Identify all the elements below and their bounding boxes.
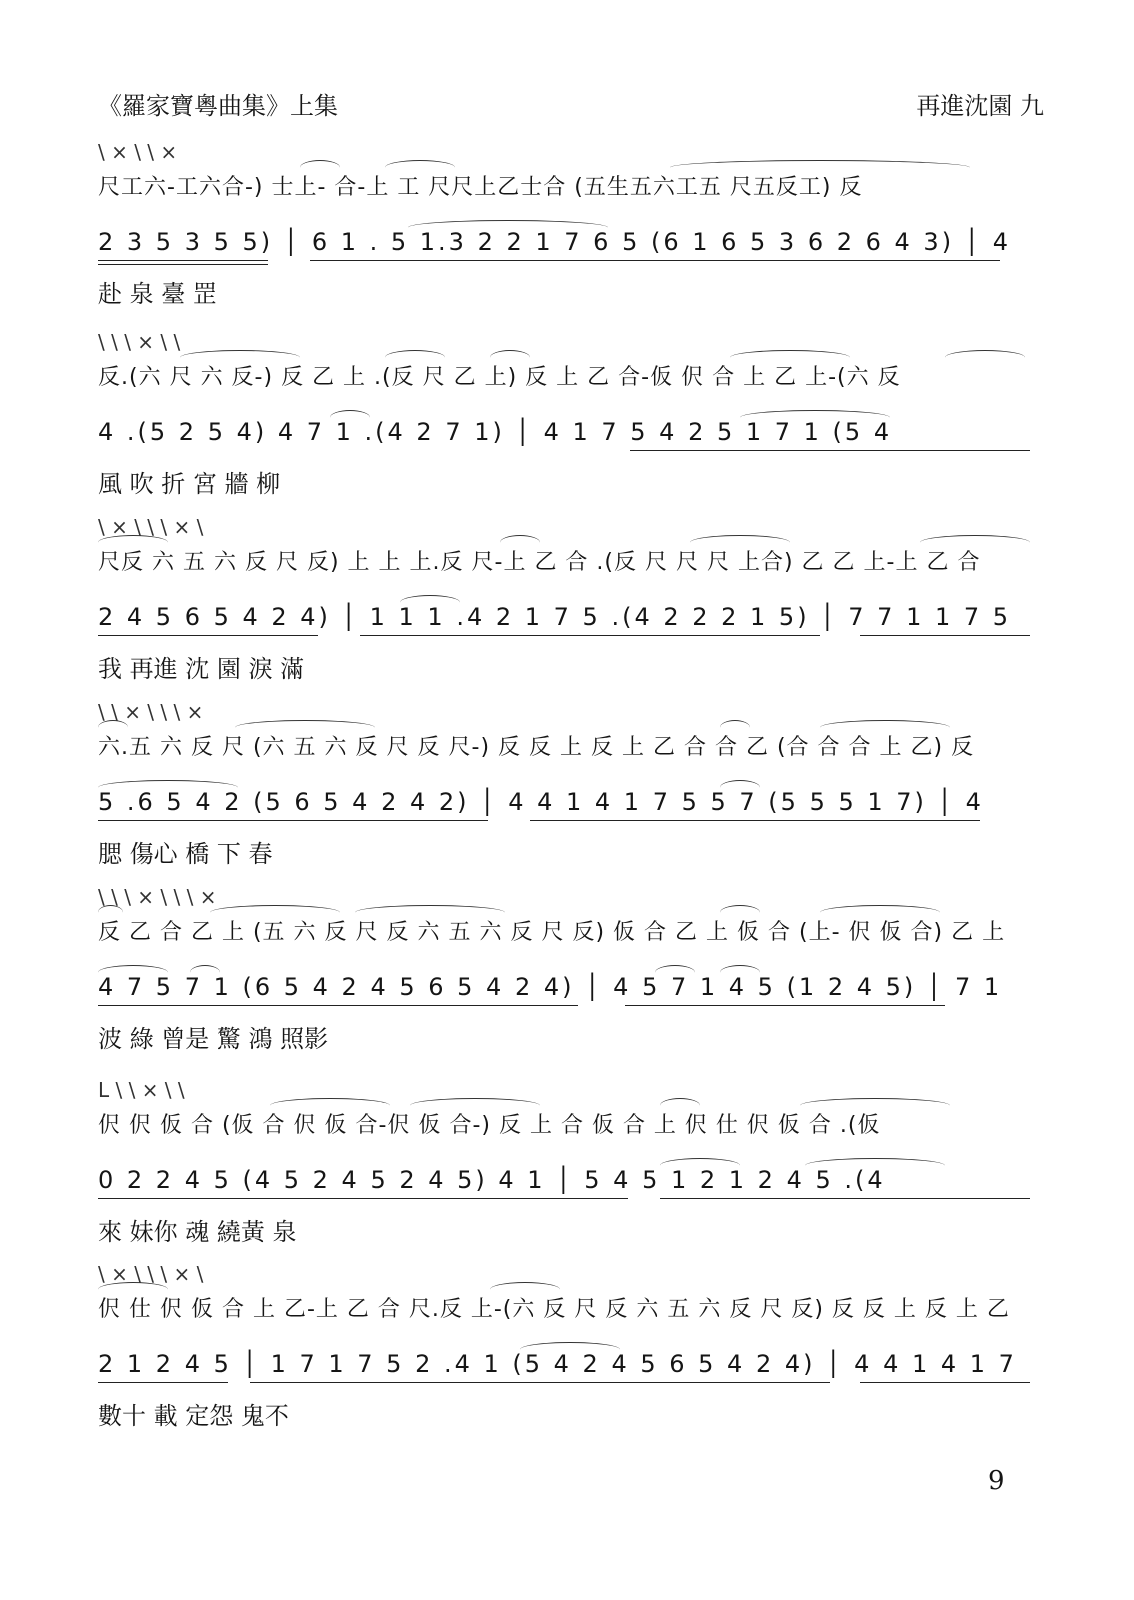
page-number: 9	[988, 1466, 1005, 1496]
slur-arc	[660, 1098, 700, 1113]
slur-arc	[820, 720, 950, 735]
lyrics: 風 吹 折 宮 牆 柳	[98, 470, 281, 498]
slur-arc	[490, 350, 530, 365]
slur-arc	[355, 905, 505, 920]
slur-arc	[98, 780, 238, 795]
lyrics: 波 綠 曾是 驚 鴻 照影	[98, 1025, 329, 1053]
duration-underline	[630, 450, 1030, 451]
slur-arc	[945, 350, 1025, 365]
slur-arc	[800, 1098, 950, 1113]
beat-marks: \ \ \ × \ \ \ ×	[98, 885, 217, 909]
slur-arc	[235, 720, 375, 735]
slur-arc	[98, 720, 128, 735]
slur-arc	[410, 1098, 540, 1113]
jianpu-notation: 2 1 2 4 5 │ 1 7 1 7 5 2 .4 1 (5 4 2 4 5 6 5 4 2 4) │ 4 4 1 4 1 7	[98, 1350, 1017, 1378]
gongche-notation: 尺工六-工六合-) 士上- 合-上 工 尺尺上乙士合 (五生五六工五 尺五反工) 反	[98, 175, 863, 200]
slur-arc	[385, 350, 445, 365]
slur-arc	[210, 905, 340, 920]
duration-underline	[860, 1382, 1030, 1383]
slur-arc	[720, 905, 760, 920]
slur-arc	[670, 160, 970, 175]
slur-arc	[690, 535, 790, 550]
duration-underline	[98, 820, 488, 821]
score-system-2	[0, 330, 1134, 510]
duration-underline	[98, 1382, 228, 1383]
slur-arc	[720, 965, 760, 980]
slur-arc	[730, 350, 850, 365]
duration-underline	[310, 260, 1000, 261]
slur-arc	[500, 535, 540, 550]
jianpu-notation: 5 .6 5 4 2 (5 6 5 4 2 4 2) │ 4 4 1 4 1 7 5 5 7 (5 5 5 1 7) │ 4	[98, 788, 984, 816]
slur-arc	[98, 965, 168, 980]
beat-marks: \ × \ \ \ × \	[98, 1262, 204, 1286]
slur-arc	[300, 160, 340, 175]
duration-underline	[360, 635, 820, 636]
duration-underline	[98, 635, 318, 636]
score-system-3	[0, 515, 1134, 695]
gongche-notation: 六.五 六 反 尺 (六 五 六 反 尺 反 尺-) 反 反 上 反 上 乙 合 合 乙 (合 合 合 上 乙) 反	[98, 735, 975, 760]
jianpu-notation: 2 3 5 3 5 5) │ 6 1 . 5 1.3 2 2 1 7 6 5 (6 1 6 5 3 6 2 6 4 3) │ 4	[98, 228, 1012, 256]
slur-arc	[385, 160, 455, 175]
slur-arc	[490, 1282, 560, 1297]
slur-arc	[740, 410, 890, 425]
lyrics: 我 再進 沈 園 淚 滿	[98, 655, 305, 683]
duration-underline	[98, 1005, 578, 1006]
gongche-notation: 伬 仕 伬 仮 合 上 乙-上 乙 合 尺.反 上-(六 反 尺 反 六 五 六 反 尺 反) 反 反 上 反 上 乙	[98, 1297, 1010, 1322]
slur-arc	[720, 780, 760, 795]
book-title: 《羅家寶粵曲集》上集	[98, 92, 338, 120]
lyrics: 腮 傷心 橋 下 春	[98, 840, 273, 868]
slur-arc	[820, 905, 940, 920]
jianpu-notation: 0 2 2 4 5 (4 5 2 4 5 2 4 5) 4 1 │ 5 4 5 1 2 1 2 4 5 .(4	[98, 1166, 886, 1194]
duration-underline	[98, 260, 268, 261]
slur-arc	[98, 1282, 168, 1297]
duration-underline	[98, 1198, 628, 1199]
score-system-1	[0, 140, 1134, 320]
beat-marks: \ \ \ × \ \	[98, 330, 181, 354]
slur-arc	[400, 595, 460, 610]
duration-underline	[625, 1005, 945, 1006]
score-system-5	[0, 885, 1134, 1065]
slur-arc	[98, 535, 168, 550]
jianpu-notation: 4 7 5 7 1 (6 5 4 2 4 5 6 5 4 2 4) │ 4 5 7 1 4 5 (1 2 4 5) │ 7 1	[98, 973, 1003, 1001]
slur-arc	[520, 1342, 620, 1357]
score-system-6	[0, 1078, 1134, 1258]
slur-arc	[720, 720, 750, 735]
slur-arc	[408, 220, 608, 235]
slur-arc	[270, 1098, 390, 1113]
slur-arc	[98, 905, 123, 920]
gongche-notation: 反 乙 合 乙 上 (五 六 反 尺 反 六 五 六 反 尺 反) 仮 合 乙 上 仮 合 (上- 伬 仮 合) 乙 上	[98, 920, 1006, 945]
slur-arc	[190, 965, 220, 980]
slur-arc	[655, 965, 695, 980]
duration-underline	[250, 1382, 830, 1383]
lyrics: 來 妹你 魂 繞黃 泉	[98, 1218, 297, 1246]
duration-underline	[530, 820, 980, 821]
beat-marks: \ × \ \ ×	[98, 140, 178, 164]
slur-arc	[180, 350, 300, 365]
beat-marks: \ × \ \ \ × \	[98, 515, 204, 539]
jianpu-notation: 2 4 5 6 5 4 2 4) │ 1 1 1 .4 2 1 7 5 .(4 2 2 2 1 5) │ 7 7 1 1 7 5	[98, 603, 1012, 631]
score-system-7	[0, 1262, 1134, 1442]
slur-arc	[920, 535, 1030, 550]
slur-arc	[660, 1158, 740, 1173]
score-system-4	[0, 700, 1134, 880]
gongche-notation: 尺反 六 五 六 反 尺 反) 上 上 上.反 尺-上 乙 合 .(反 尺 尺 尺 上合) 乙 乙 上-上 乙 合	[98, 550, 981, 575]
duration-underline	[660, 1198, 1030, 1199]
slur-arc	[330, 410, 370, 425]
gongche-notation: 伬 伬 仮 合 (仮 合 伬 仮 合-伬 仮 合-) 反 上 合 仮 合 上 伬 仕 伬 仮 合 .(仮	[98, 1113, 881, 1138]
gongche-notation: 反.(六 尺 六 反-) 反 乙 上 .(反 尺 乙 上) 反 上 乙 合-仮 伬 合 上 乙 上-(六 反	[98, 365, 901, 390]
beat-marks: \ \ × \ \ \ ×	[98, 700, 204, 724]
slur-arc	[805, 1158, 945, 1173]
song-title: 再進沈園 九	[916, 92, 1044, 120]
lyrics: 數十 載 定怨 鬼不	[98, 1402, 289, 1430]
duration-underline	[98, 264, 268, 265]
jianpu-notation: 4 .(5 2 5 4) 4 7 1 .(4 2 7 1) │ 4 1 7 5 4 2 5 1 7 1 (5 4	[98, 418, 893, 446]
duration-underline	[860, 635, 1030, 636]
lyrics: 赴 泉 臺 罡	[98, 280, 217, 308]
beat-marks: L \ \ × \ \	[98, 1078, 185, 1102]
